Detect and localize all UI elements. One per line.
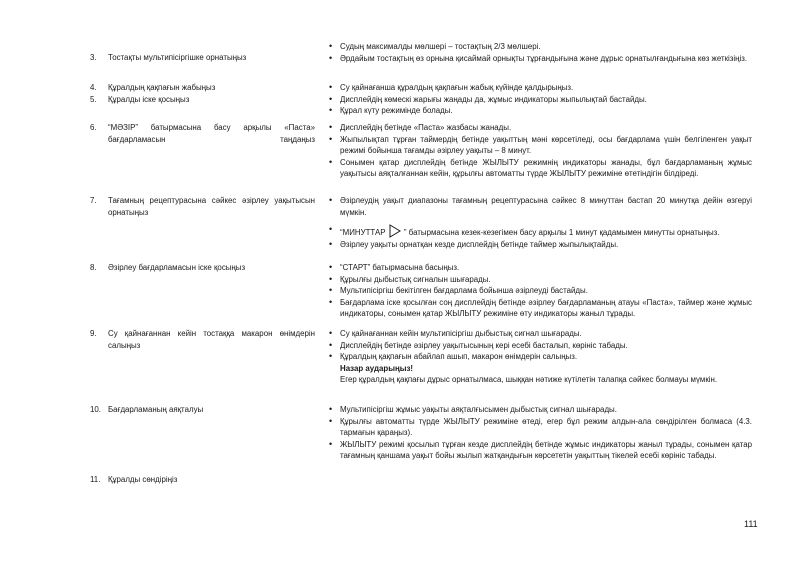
block-step-9 (328, 328, 752, 386)
step-text: Құралды іске қосыңыз (108, 95, 190, 104)
step-11 (90, 474, 315, 486)
block-step-8 (328, 262, 752, 320)
play-triangle-icon (389, 224, 401, 238)
bullet-item: • Әзірлеу уақыты орнатқан кезде дисплейдің бетінде таймер жыпылықтайды. (328, 239, 752, 251)
bullet-item: • Су қайнағаннан кейін мультипісіргіш дыбыстық сигнал шығарады. (328, 328, 752, 340)
note-text: Егер құралдың қақпағы дұрыс орнатылмаса, шыққан нәтиже күтілетін талапқа сәйкес болмауы мүмкін. (340, 375, 718, 385)
bullet-item: • Дисплейдің бетінде «Паста» жазбасы жанады. (328, 122, 752, 134)
step-number: 3. (90, 53, 97, 62)
bullet-item: • Жыпылықтап тұрған таймердің бетінде уақыттың мәні көрсетіледі, осы бағдарлама үшін белгіленген уақыт режимі бойынша тағамды әзірлеу уақыты – 8 минут. (328, 134, 752, 157)
block-step-10 (328, 404, 752, 462)
bullet-item: • Дисплейдің көмескі жарығы жаңады да, жұмыс индикаторы жыпылықтай бастайды. (328, 94, 752, 106)
bullet-item: • Құрылғы автоматты түрде ЖЫЛЫТУ режиміне өтеді, егер бұл режим алдын-ала сөндірілген болмаса (4.3. тармағын қараңыз). (328, 416, 752, 439)
bullet-item: • “СТАРТ” батырмасына басыңыз. (328, 262, 752, 274)
bullet-item: • Судың максималды мөлшері – тостақтың 2/3 мөлшері. (328, 41, 752, 53)
step-text: Бағдарламаның аяқталуы (108, 405, 204, 414)
page-number: 111 (744, 519, 758, 529)
bullet-item: • Мультипісіргіш бекітілген бағдарлама бойынша әзірлеуді бастайды. (328, 285, 752, 297)
step-text: Әзірлеу бағдарламасын іске қосыңыз (108, 263, 246, 272)
bullet-item: • Су қайнағанша құралдың қақпағын жабық күйінде қалдырыңыз. (328, 82, 752, 94)
step-text: Құралдың қақпағын жабыңыз (108, 83, 216, 92)
step-number: 10. (90, 405, 101, 414)
block-step-3 (328, 41, 752, 64)
step-number: 9. (90, 329, 97, 338)
step-number: 11. (90, 475, 101, 484)
step-6 (90, 122, 315, 145)
step-text: Тағамның рецептурасына сәйкес әзірлеу уақытысын орнатыңыз (108, 196, 315, 217)
block-step-6 (328, 122, 752, 180)
step-8 (90, 262, 315, 274)
minutes-text-a: “МИНУТТАР (340, 228, 386, 238)
bullet-item: • Әзірлеудің уақыт диапазоны тағамның рецептурасына сәйкес 8 минуттан бастап 20 минутқа дейін өзгеруі мүмкін. (328, 195, 752, 218)
step-text: Су қайнағаннан кейін тостаққа макарон өнімдерін салыңыз (108, 329, 315, 350)
step-number: 6. (90, 123, 97, 132)
minutes-text-b: ” батырмасына кезек-кезегімен басу арқылы 1 минут қадамымен минутты орнатыңыз. (403, 228, 720, 238)
step-number: 8. (90, 263, 97, 272)
step-text: “МӘЗІР” батырмасына басу арқылы «Паста» бағдарламасын таңдаңыз (108, 123, 315, 144)
bullet-item: • Құрылғы дыбыстық сигналын шығарады. (328, 274, 752, 286)
step-4 (90, 82, 315, 94)
bullet-item: • Құрал күту режимінде болады. (328, 105, 752, 117)
block-step-7 (328, 195, 752, 250)
step-text: Тостақты мультипісіргішке орнатыңыз (108, 53, 247, 62)
step-9 (90, 328, 315, 351)
step-number: 4. (90, 83, 97, 92)
step-10 (90, 404, 315, 416)
bullet-item: • Мультипісіргіш жұмыс уақыты аяқталғысымен дыбыстық сигнал шығарады. (328, 404, 752, 416)
bullet-item: • Сонымен қатар дисплейдің бетінде ЖЫЛЫТУ режимнің индикаторы жанады, бұл бағдарламаның жұмыс уақытысы аяқталғаннан кейін, құрылғы автоматты түрде ЖЫЛЫТУ режиміне өтетіндігін білдіреді. (328, 157, 752, 180)
step-number: 7. (90, 196, 97, 205)
block-step-4-5 (328, 82, 752, 117)
step-text: Құралды сөндіріңіз (108, 475, 178, 484)
step-5 (90, 94, 315, 106)
bullet-item-minutes (328, 224, 752, 239)
step-3 (90, 52, 315, 64)
bullet-item: • Дисплейдің бетінде әзірлеу уақытысының кері есебі басталып, көрініс табады. (328, 340, 752, 352)
bullet-item: • ЖЫЛЫТУ режимі қосылып тұрған кезде дисплейдің бетінде жұмыс индикаторы жаныл тұрады, сонымен қатар тағамның қаншама уақыт бойы жылып жатқандығын көрсететін уақыттың тікелей есебі көрініс табады. (328, 439, 752, 462)
step-number: 5. (90, 95, 97, 104)
bullet-item: • Бағдарлама іске қосылған соң дисплейдің бетінде әзірлеу бағдарламаның атауы «Паста», таймер және жұмыс индикаторы, сонымен қатар ЖЫЛЫТУ режиміне өту индикаторы жаныл тұрады. (328, 297, 752, 320)
bullet-item: • Әрдайым тостақтың өз орнына қисаймай орнықты тұрғандығына және дұрыс орнатылғандығына көз жеткізіңіз. (328, 53, 752, 65)
note-title: Назар аударыңыз! (340, 363, 413, 373)
bullet-item: • Құралдың қақпағын абайлап ашып, макарон өнімдерін салыңыз. (328, 351, 752, 363)
step-7 (90, 195, 315, 218)
